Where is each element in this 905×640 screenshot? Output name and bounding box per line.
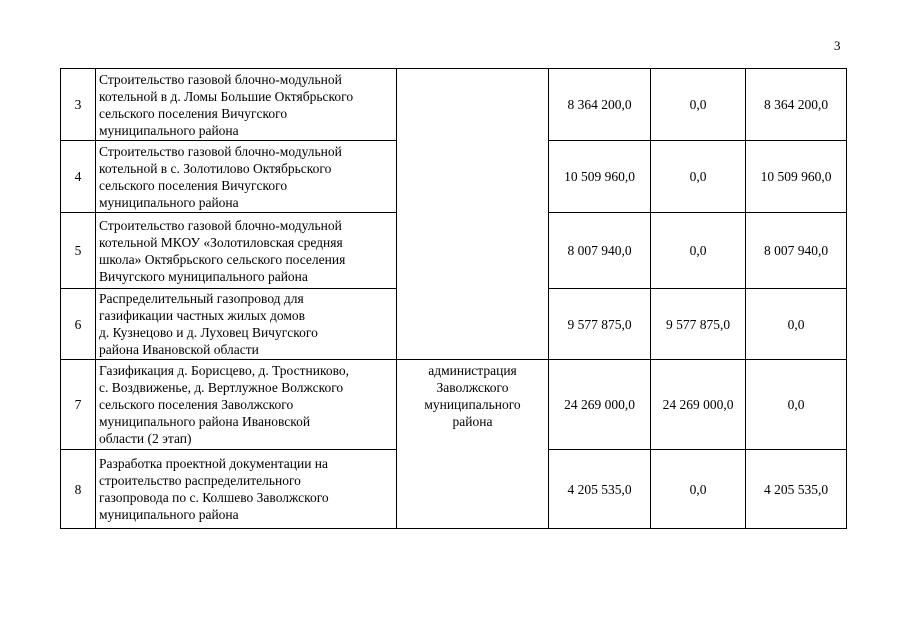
description-line: муниципального района: [99, 194, 239, 210]
total-amount: 8 364 200,0: [549, 69, 651, 141]
description-line: д. Кузнецово и д. Луховец Вичугского: [99, 325, 318, 340]
amount-col-1: 24 269 000,0: [651, 360, 746, 450]
total-amount: 9 577 875,0: [549, 289, 651, 360]
total-amount: 8 007 940,0: [549, 213, 651, 289]
amount-col-2: 4 205 535,0: [746, 450, 847, 529]
description-line: сельского поселения Заволжского: [99, 397, 294, 412]
executor-line: района: [452, 414, 493, 429]
amount-col-2: 0,0: [746, 289, 847, 360]
description-line: Строительство газовой блочно-модульной: [99, 71, 342, 87]
amount-col-1: 0,0: [651, 213, 746, 289]
description-line: Строительство газовой блочно-модульной: [99, 143, 342, 159]
description-line: газопровода по с. Колшево Заволжского: [99, 490, 329, 505]
description-line: сельского поселения Вичугского: [99, 105, 288, 121]
budget-table: [60, 68, 847, 529]
description-line: строительство распределительного: [99, 473, 301, 488]
description-line: котельной в д. Ломы Большие Октябрьского: [99, 88, 354, 104]
executor-line: Заволжского: [436, 380, 509, 395]
amount-col-2: 0,0: [746, 360, 847, 450]
row-number: 4: [61, 141, 96, 213]
amount-col-1: 9 577 875,0: [651, 289, 746, 360]
executor-line: муниципального: [424, 397, 521, 412]
amount-col-1: 0,0: [651, 69, 746, 141]
description-line: муниципального района Ивановской: [99, 414, 311, 429]
description-line: Вичугского муниципального района: [99, 268, 308, 284]
description-line: котельной в с. Золотилово Октябрьского: [99, 160, 332, 176]
total-amount: 4 205 535,0: [549, 450, 651, 529]
table-row: [61, 69, 847, 141]
row-description: [96, 69, 397, 141]
description-line: котельной МКОУ «Золотиловская средняя: [99, 234, 343, 250]
row-description: [96, 450, 397, 529]
row-description: [96, 289, 397, 360]
page-number: 3: [834, 38, 841, 53]
description-line: с. Воздвиженье, д. Вертлужное Волжского: [99, 380, 344, 395]
executor-cell-empty: [397, 69, 549, 360]
row-number: 5: [61, 213, 96, 289]
row-description: [96, 360, 397, 450]
amount-col-2: 10 509 960,0: [746, 141, 847, 213]
description-line: Газификация д. Борисцево, д. Тростниково,: [99, 363, 350, 378]
executor-cell: [397, 360, 549, 529]
row-number: 7: [61, 360, 96, 450]
executor-line: администрация: [428, 363, 517, 378]
row-number: 3: [61, 69, 96, 141]
amount-col-1: 0,0: [651, 450, 746, 529]
description-line: Строительство газовой блочно-модульной: [99, 217, 342, 233]
description-line: района Ивановской области: [99, 342, 259, 357]
amount-col-1: 0,0: [651, 141, 746, 213]
description-line: сельского поселения Вичугского: [99, 177, 288, 193]
table-row: [61, 360, 847, 450]
row-description: [96, 141, 397, 213]
amount-col-2: 8 007 940,0: [746, 213, 847, 289]
amount-col-2: 8 364 200,0: [746, 69, 847, 141]
row-number: 6: [61, 289, 96, 360]
description-line: области (2 этап): [99, 431, 192, 446]
row-number: 8: [61, 450, 96, 529]
description-line: школа» Октябрьского сельского поселения: [99, 251, 346, 267]
description-line: Распределительный газопровод для: [99, 291, 304, 306]
total-amount: 24 269 000,0: [549, 360, 651, 450]
description-line: Разработка проектной документации на: [99, 456, 329, 471]
total-amount: 10 509 960,0: [549, 141, 651, 213]
description-line: муниципального района: [99, 507, 239, 522]
row-description: [96, 213, 397, 289]
description-line: муниципального района: [99, 122, 239, 138]
description-line: газификации частных жилых домов: [99, 308, 306, 323]
